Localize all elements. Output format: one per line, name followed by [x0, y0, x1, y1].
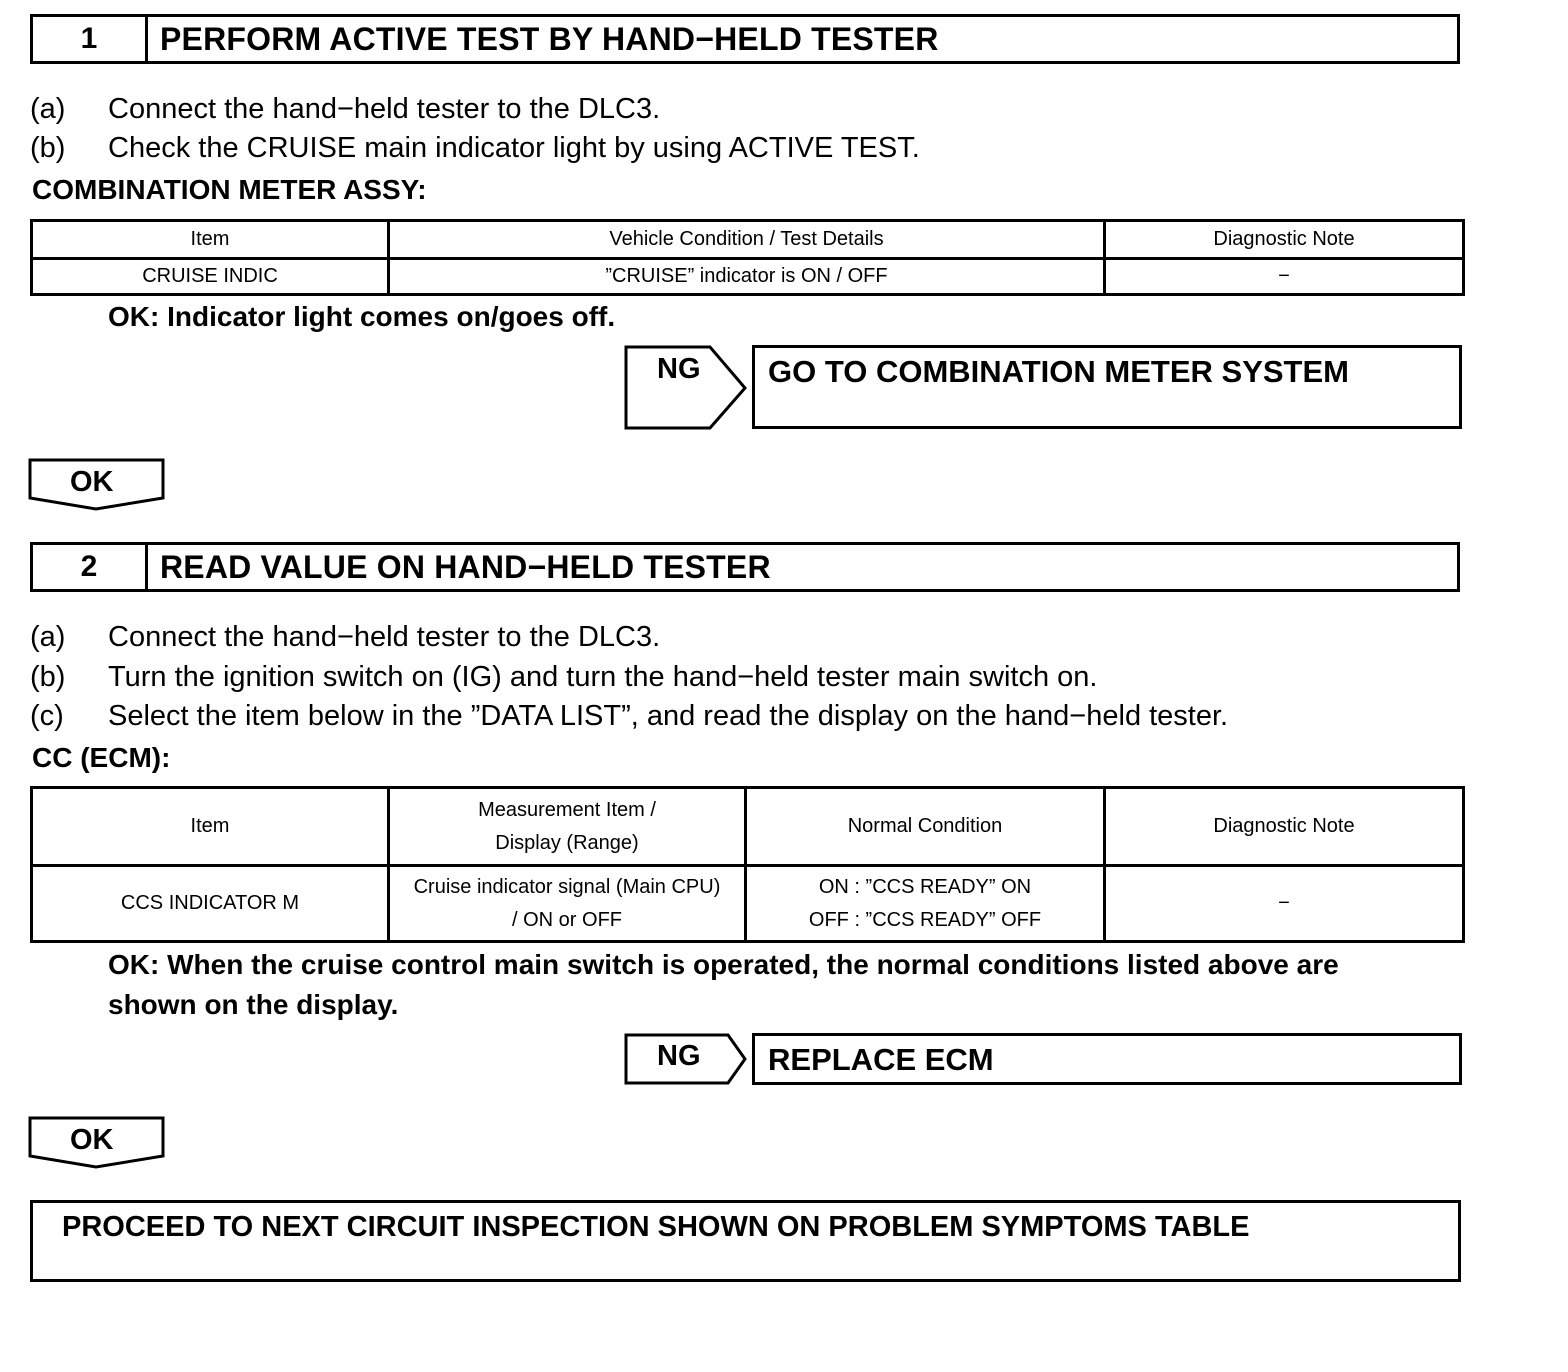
instruction-letter: (c): [30, 700, 64, 732]
step-2-number: 2: [33, 545, 148, 589]
table-cell: ”CRUISE” indicator is ON / OFF: [389, 259, 1105, 295]
step-1-subheading: COMBINATION METER ASSY:: [32, 174, 427, 205]
step-1-title: PERFORM ACTIVE TEST BY HAND−HELD TESTER: [160, 20, 939, 57]
table-header-cell: Diagnostic Note: [1105, 221, 1464, 259]
instruction-text: Select the item below in the ”DATA LIST”, and read the display on the hand−held tester.: [108, 700, 1229, 732]
step-2-title: READ VALUE ON HAND−HELD TESTER: [160, 548, 771, 585]
ok-criteria-line: shown on the display.: [108, 989, 399, 1020]
step-1-header: [30, 14, 1460, 64]
table-header-row: [32, 221, 1464, 259]
step-2-instruction-b: [30, 661, 1097, 694]
table-header-cell: [389, 788, 746, 866]
step-2-instruction-c: [30, 700, 1228, 733]
table-header-cell: Item: [32, 221, 389, 259]
instruction-letter: (a): [30, 93, 66, 125]
step-1-number: 1: [33, 17, 148, 61]
step-2-ng-label: NG: [657, 1040, 701, 1072]
table-cell: [746, 866, 1105, 942]
cell-line: OFF : ”CCS READY” OFF: [808, 908, 1042, 931]
table-header-cell: Diagnostic Note: [1105, 788, 1464, 866]
header-line: Display (Range): [495, 831, 639, 854]
table-cell: −: [1105, 866, 1464, 942]
step-2-instruction-a: [30, 621, 660, 654]
step-1-ok-label: OK: [70, 466, 114, 498]
table-header-cell: Normal Condition: [746, 788, 1105, 866]
header-line: Measurement Item /: [478, 798, 656, 821]
cell-line: Cruise indicator signal (Main CPU): [413, 875, 721, 898]
instruction-letter: (b): [30, 661, 66, 693]
step-2-ok-label: OK: [70, 1124, 114, 1156]
cell-line: / ON or OFF: [512, 908, 622, 931]
table-cell: CCS INDICATOR M: [32, 866, 389, 942]
instruction-text: Turn the ignition switch on (IG) and turn the hand−held tester main switch on.: [108, 661, 1098, 693]
step-2-ok-criteria: [108, 945, 1339, 1025]
table-row: [32, 866, 1464, 942]
table-header-cell: Vehicle Condition / Test Details: [389, 221, 1105, 259]
step-1-ok-criteria: OK: Indicator light comes on/goes off.: [108, 301, 616, 332]
instruction-letter: (a): [30, 621, 66, 653]
instruction-text: Connect the hand−held tester to the DLC3.: [108, 621, 661, 653]
step-1-ng-result: GO TO COMBINATION METER SYSTEM: [752, 345, 1462, 429]
table-header-cell: Item: [32, 788, 389, 866]
instruction-text: Connect the hand−held tester to the DLC3.: [108, 93, 661, 125]
table-cell: −: [1105, 259, 1464, 295]
table-row: [32, 259, 1464, 295]
instruction-text: Check the CRUISE main indicator light by using ACTIVE TEST.: [108, 132, 920, 164]
step-2-header: [30, 542, 1460, 592]
step-1-instruction-a: [30, 93, 660, 126]
cc-ecm-table: [30, 786, 1465, 943]
step-1-ng-label: NG: [657, 353, 701, 385]
step-1-instruction-b: [30, 132, 920, 165]
step-2-ng-result: REPLACE ECM: [752, 1033, 1462, 1085]
ok-criteria-line: OK: When the cruise control main switch is operated, the normal conditions listed above are: [108, 949, 1339, 980]
table-cell: CRUISE INDIC: [32, 259, 389, 295]
table-cell: [389, 866, 746, 942]
cell-line: ON : ”CCS READY” ON: [818, 875, 1032, 898]
combination-meter-table: [30, 219, 1465, 296]
step-2-subheading: CC (ECM):: [32, 742, 171, 773]
instruction-letter: (b): [30, 132, 66, 164]
proceed-next-inspection-box: PROCEED TO NEXT CIRCUIT INSPECTION SHOWN ON PROBLEM SYMPTOMS TABLE: [30, 1200, 1461, 1282]
table-header-row: [32, 788, 1464, 866]
